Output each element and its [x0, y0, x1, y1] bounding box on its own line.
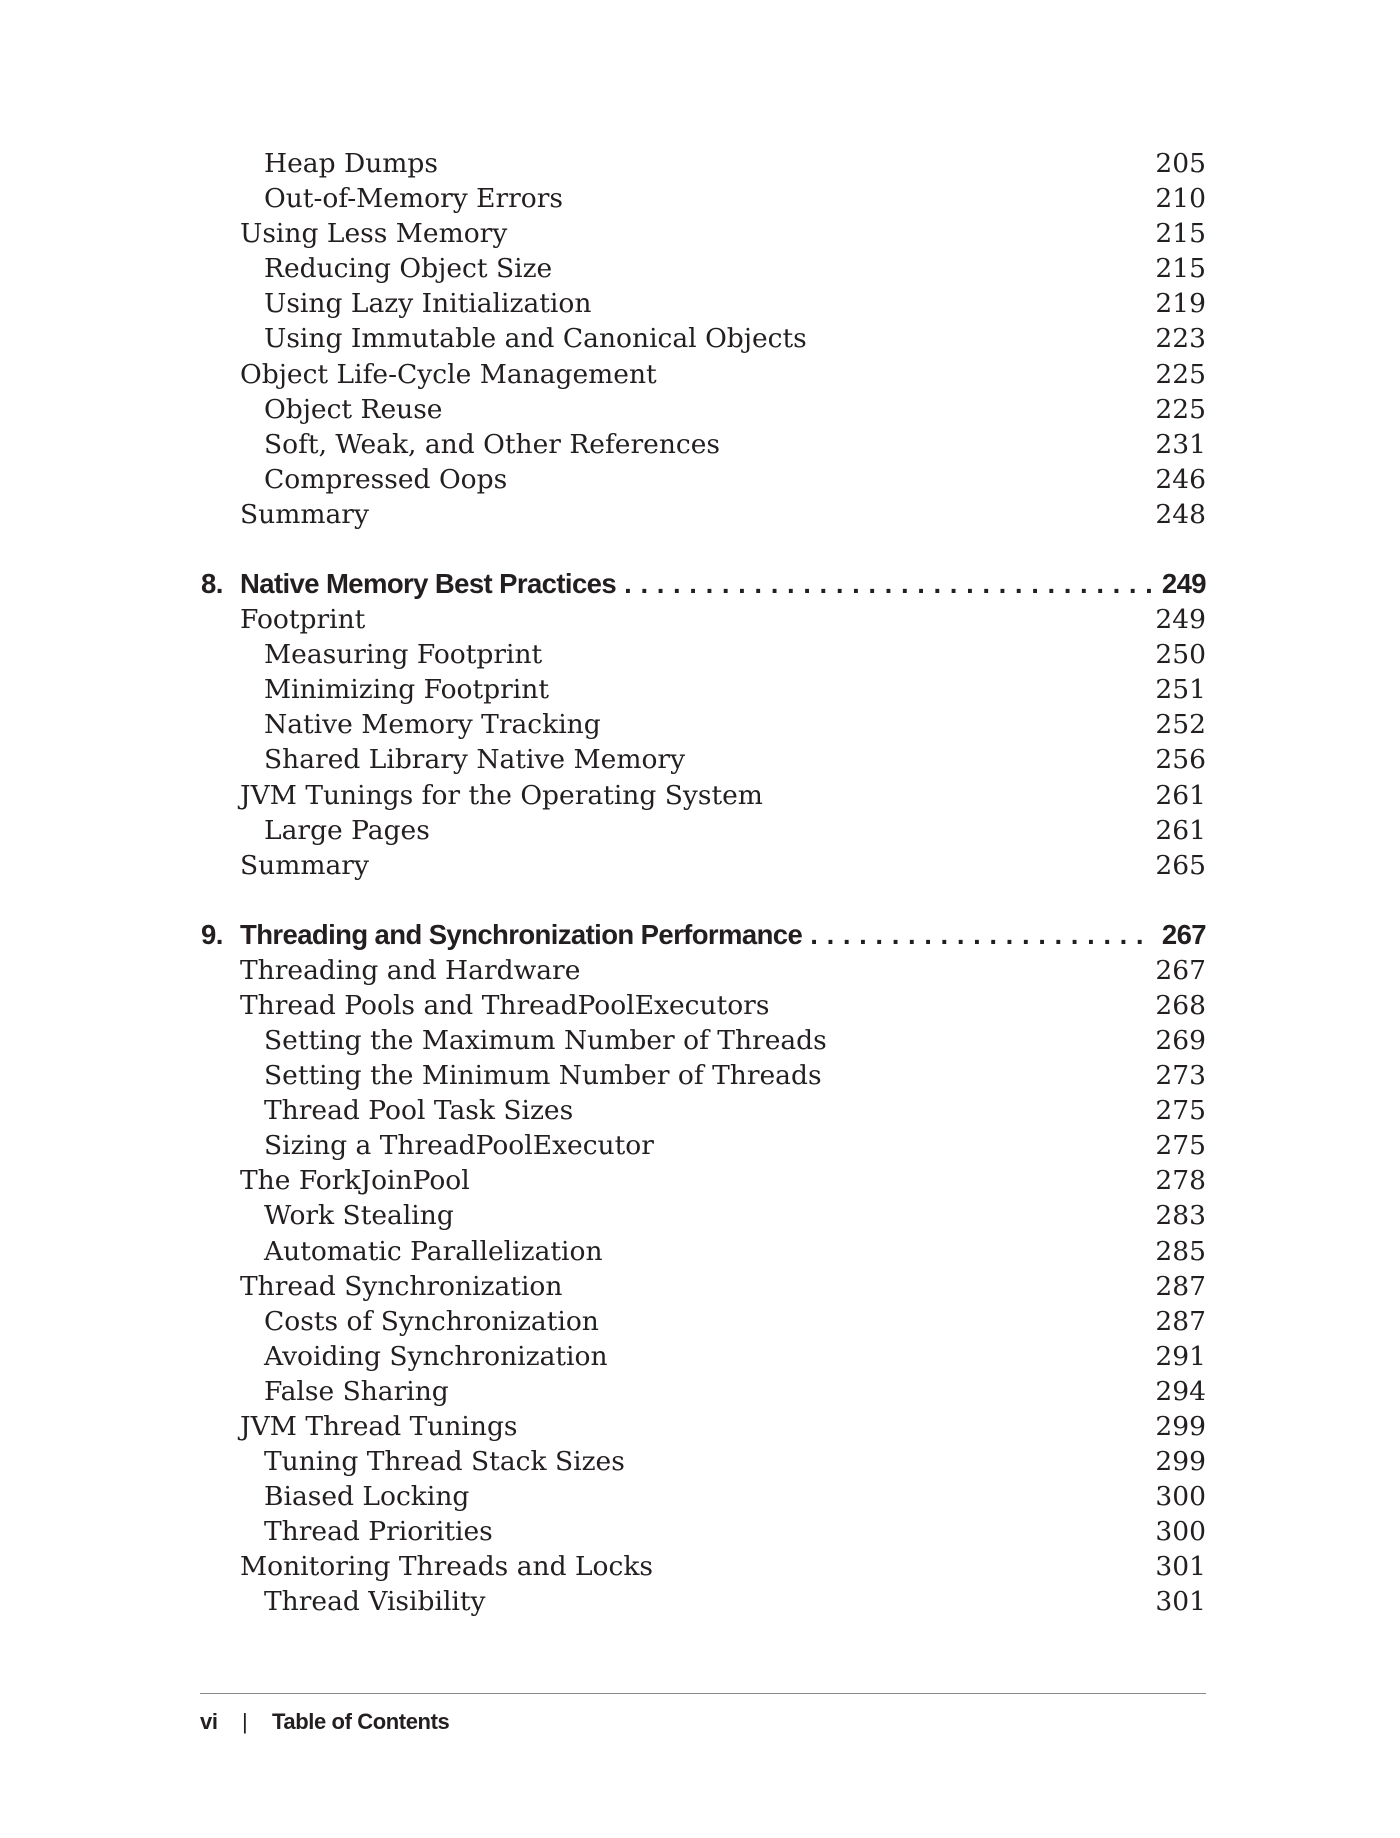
toc-chapters [200, 565, 1206, 1620]
chapter-block [200, 916, 1206, 1620]
toc-subsection-entry [200, 1128, 1206, 1163]
toc-section-entry [200, 1409, 1206, 1444]
entry-page-number: 275 [1155, 1130, 1206, 1162]
toc-subsection-entry [200, 813, 1206, 848]
entry-page-number: 278 [1155, 1165, 1206, 1197]
entry-page-number: 287 [1155, 1270, 1206, 1302]
entry-title: JVM Thread Tunings [240, 1411, 518, 1442]
chapter-heading [200, 916, 1206, 953]
page-folio: vi [200, 1709, 218, 1734]
toc-section-entry [200, 357, 1206, 392]
entry-title: The ForkJoinPool [240, 1165, 470, 1197]
entry-page-number: 300 [1155, 1516, 1206, 1548]
entry-page-number: 269 [1155, 1024, 1206, 1056]
entry-title: Reducing Object Size [264, 253, 553, 285]
toc-subsection-entry [200, 1584, 1206, 1619]
chapter-page-number: 267 [1161, 918, 1206, 950]
toc-section-entry [200, 988, 1206, 1023]
entry-page-number: 267 [1155, 954, 1206, 986]
entry-page-number: 248 [1155, 498, 1206, 530]
chapter-heading [200, 565, 1206, 602]
entry-page-number: 287 [1155, 1305, 1206, 1337]
footer-line [200, 1700, 1206, 1744]
entry-page-number: 223 [1155, 323, 1206, 355]
entry-title: Minimizing Footprint [264, 674, 549, 706]
entry-page-number: 275 [1155, 1095, 1206, 1127]
entry-title: False Sharing [264, 1375, 449, 1407]
table-of-contents [200, 146, 1206, 1620]
entry-page-number: 265 [1155, 849, 1206, 881]
entry-title: Native Memory Tracking [264, 709, 601, 741]
entry-title: Monitoring Threads and Locks [240, 1551, 654, 1583]
toc-subsection-entry [200, 251, 1206, 286]
toc-section-entry [200, 216, 1206, 251]
entry-title: Tuning Thread Stack Sizes [264, 1446, 625, 1478]
entry-page-number: 219 [1155, 288, 1206, 320]
entry-title: Costs of Synchronization [264, 1305, 599, 1337]
entry-title: Automatic Parallelization [264, 1235, 603, 1267]
entry-title: Large Pages [264, 814, 430, 846]
toc-subsection-entry [200, 1304, 1206, 1339]
entry-title: Setting the Minimum Number of Threads [264, 1060, 822, 1092]
toc-section-entry [200, 1549, 1206, 1584]
entry-title: Thread Synchronization [240, 1270, 563, 1302]
toc-subsection-entry [200, 1374, 1206, 1409]
entry-page-number: 252 [1155, 709, 1206, 741]
entry-title: Compressed Oops [264, 463, 508, 495]
toc-section-entry [200, 602, 1206, 637]
entry-title: Using Lazy Initialization [264, 288, 592, 320]
toc-subsection-entry [200, 392, 1206, 427]
toc-subsection-entry [200, 427, 1206, 462]
entry-title: Soft, Weak, and Other References [264, 428, 721, 460]
chapter-block [200, 565, 1206, 883]
toc-subsection-entry [200, 637, 1206, 672]
toc-subsection-entry [200, 742, 1206, 777]
entry-page-number: 251 [1155, 674, 1206, 706]
entry-page-number: 300 [1155, 1481, 1206, 1513]
toc-section-entry [200, 848, 1206, 883]
entry-page-number: 249 [1155, 604, 1206, 636]
entry-page-number: 299 [1155, 1446, 1206, 1478]
entry-title: Setting the Maximum Number of Threads [264, 1024, 827, 1056]
entry-page-number: 294 [1155, 1375, 1206, 1407]
entry-title: Work Stealing [264, 1200, 454, 1232]
toc-subsection-entry [200, 1444, 1206, 1479]
toc-subsection-entry [200, 462, 1206, 497]
chapter-page-number: 249 [1161, 568, 1206, 600]
toc-section-entry [200, 953, 1206, 988]
entry-title: Thread Pool Task Sizes [264, 1095, 574, 1127]
chapter-title: Threading and Synchronization Performance [240, 918, 803, 950]
entry-title: Avoiding Synchronization [264, 1340, 608, 1372]
entry-title: Object Life-Cycle Management [240, 358, 657, 390]
entry-title: Thread Priorities [264, 1516, 493, 1548]
footer-separator: | [242, 1709, 248, 1734]
entry-title: Using Immutable and Canonical Objects [264, 323, 807, 355]
entry-page-number: 256 [1155, 744, 1206, 776]
entry-title: Measuring Footprint [264, 639, 543, 671]
toc-continued-block [200, 146, 1206, 532]
toc-subsection-entry [200, 1198, 1206, 1233]
toc-subsection-entry [200, 1514, 1206, 1549]
entry-page-number: 261 [1155, 779, 1206, 811]
entry-page-number: 215 [1155, 253, 1206, 285]
chapter-number: 9. [201, 918, 223, 950]
toc-subsection-entry [200, 181, 1206, 216]
toc-subsection-entry [200, 146, 1206, 181]
chapter-title-with-leader [240, 916, 1154, 953]
chapter-number: 8. [201, 568, 223, 600]
entry-page-number: 225 [1155, 393, 1206, 425]
toc-subsection-entry [200, 672, 1206, 707]
entry-page-number: 210 [1155, 183, 1206, 215]
entry-title: Heap Dumps [264, 148, 438, 179]
entry-page-number: 301 [1155, 1586, 1206, 1618]
entry-title: Footprint [240, 604, 366, 636]
chapter-title-with-leader [240, 565, 1154, 602]
entry-title: Thread Pools and ThreadPoolExecutors [240, 989, 770, 1021]
toc-subsection-entry [200, 321, 1206, 356]
entry-title: Biased Locking [264, 1481, 470, 1513]
toc-subsection-entry [200, 286, 1206, 321]
entry-page-number: 215 [1155, 218, 1206, 250]
entry-page-number: 291 [1155, 1340, 1206, 1372]
entry-title: Threading and Hardware [240, 954, 581, 986]
entry-page-number: 273 [1155, 1060, 1206, 1092]
entry-title: Out-of-Memory Errors [264, 183, 564, 215]
chapter-title: Native Memory Best Practices [240, 568, 617, 600]
entry-page-number: 299 [1155, 1411, 1206, 1442]
toc-subsection-entry [200, 1058, 1206, 1093]
entry-title: Using Less Memory [240, 218, 508, 250]
entry-title: Summary [240, 498, 369, 530]
toc-subsection-entry [200, 1234, 1206, 1269]
entry-page-number: 231 [1155, 428, 1206, 460]
running-head: Table of Contents [272, 1709, 450, 1734]
entry-title: Thread Visibility [264, 1586, 486, 1618]
entry-page-number: 205 [1155, 148, 1206, 179]
entry-page-number: 261 [1155, 814, 1206, 846]
toc-subsection-entry [200, 707, 1206, 742]
entry-page-number: 250 [1155, 639, 1206, 671]
toc-section-entry [200, 497, 1206, 532]
entry-title: Sizing a ThreadPoolExecutor [264, 1130, 654, 1162]
toc-subsection-entry [200, 1479, 1206, 1514]
toc-subsection-entry [200, 1093, 1206, 1128]
toc-subsection-entry [200, 1339, 1206, 1374]
entry-page-number: 246 [1155, 463, 1206, 495]
toc-section-entry [200, 1163, 1206, 1198]
toc-subsection-entry [200, 1023, 1206, 1058]
entry-title: Shared Library Native Memory [264, 744, 686, 776]
entry-page-number: 268 [1155, 989, 1206, 1021]
entry-page-number: 301 [1155, 1551, 1206, 1583]
page-footer [200, 1693, 1206, 1744]
entry-page-number: 285 [1155, 1235, 1206, 1267]
toc-section-entry [200, 778, 1206, 813]
entry-page-number: 225 [1155, 358, 1206, 390]
entry-page-number: 283 [1155, 1200, 1206, 1232]
entry-title: JVM Tunings for the Operating System [240, 779, 763, 811]
entry-title: Summary [240, 849, 369, 881]
toc-section-entry [200, 1269, 1206, 1304]
entry-title: Object Reuse [264, 393, 443, 425]
